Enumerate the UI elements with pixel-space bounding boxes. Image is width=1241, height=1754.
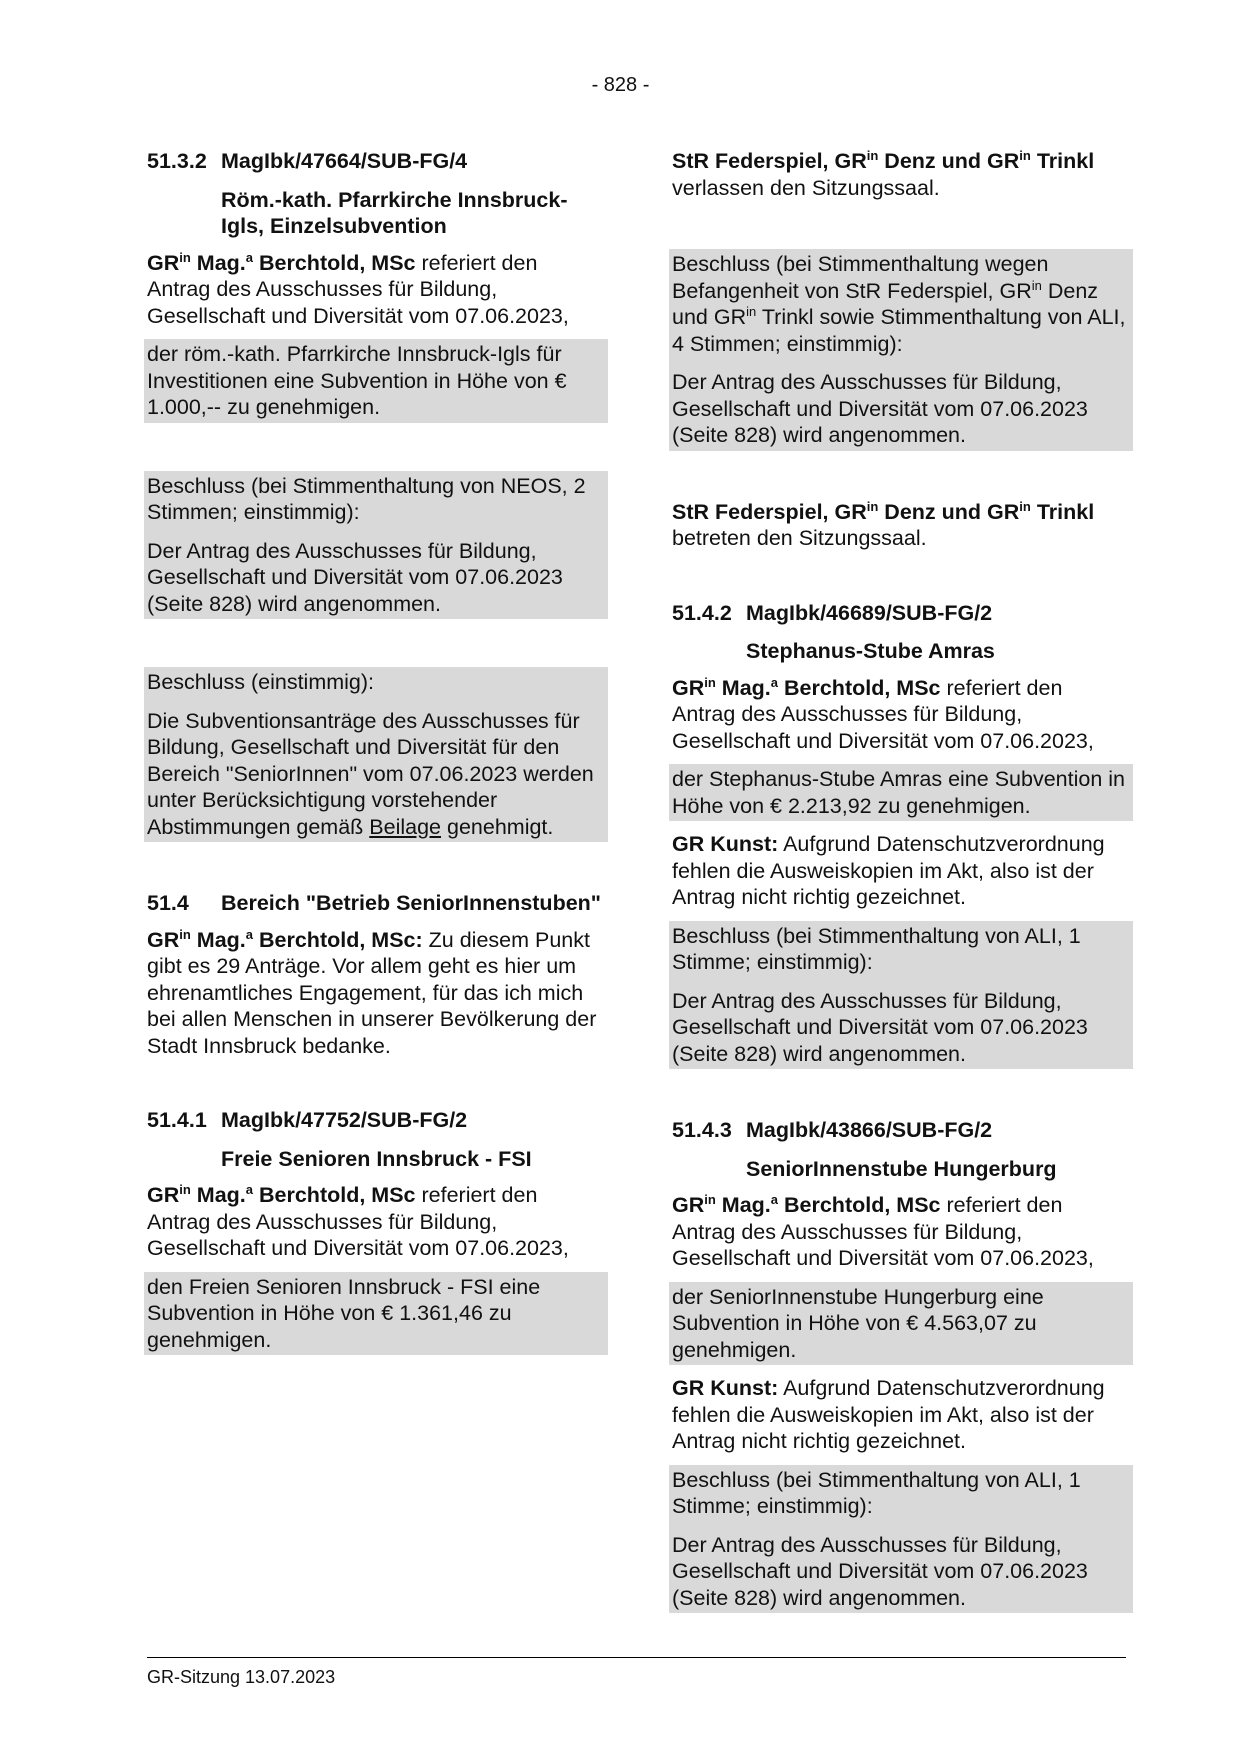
section-heading-51-4: 51.4 Bereich "Betrieb SeniorInnenstuben" [147, 891, 601, 915]
section-subtitle: Stephanus-Stube Amras [746, 639, 995, 663]
footer-divider [147, 1657, 1126, 1658]
left-column [147, 148, 605, 1355]
summary-resolution: Beschluss (einstimmig): [144, 667, 608, 698]
motion-text: der Stephanus-Stube Amras eine Subvention in Höhe von € 2.213,92 zu genehmigen. [669, 764, 1133, 821]
section-heading-51-4-2: 51.4.2 MagIbk/46689/SUB-FG/2 [672, 600, 993, 625]
kunst-comment: GR Kunst: Aufgrund Datenschutzverordnung fehlen die Ausweiskopien im Akt, also ist der Antrag nicht richtig gezeichnet. [672, 832, 1105, 909]
resolution-result: Der Antrag des Ausschusses für Bildung, Gesellschaft und Diversität vom 07.06.2023 (Seite 828) wird angenommen. [669, 1522, 1133, 1614]
right-column [672, 148, 1130, 1613]
page-number: - 828 - [591, 74, 650, 96]
section-subtitle: Röm.-kath. Pfarrkirche Innsbruck-Igls, Einzelsubvention [221, 187, 568, 238]
footer-text: GR-Sitzung 13.07.2023 [147, 1667, 336, 1687]
speaker-paragraph: $GR^{in}$ Mag.$^a$ Berchtold, MSc referiert den Antrag des Ausschusses für Bildung, Gesellschaft und Diversität vom 07.06.2023, [672, 674, 1094, 753]
beilage-link[interactable]: Beilage [369, 814, 442, 839]
resolution-text: Beschluss (bei Stimmenthaltung von NEOS, 2 Stimmen; einstimmig): [144, 471, 608, 528]
section-subtitle: SeniorInnenstube Hungerburg [746, 1156, 1057, 1181]
motion-text: den Freien Senioren Innsbruck - FSI eine Subvention in Höhe von € 1.361,46 zu genehmigen. [144, 1272, 608, 1356]
section-subtitle: Freie Senioren Innsbruck - FSI [221, 1146, 532, 1171]
resolution-text: Beschluss (bei Stimmenthaltung von ALI, 1 Stimme; einstimmig): [669, 1465, 1133, 1522]
section-heading-51-3-2: 51.3.2 MagIbk/47664/SUB-FG/4 [147, 149, 468, 173]
section-heading-51-4-1: 51.4.1 MagIbk/47752/SUB-FG/2 [147, 1108, 468, 1132]
section-heading-51-4-3: 51.4.3 MagIbk/43866/SUB-FG/2 [672, 1118, 993, 1142]
motion-text: der SeniorInnenstube Hungerburg eine Subvention in Höhe von € 4.563,07 zu genehmigen. [669, 1282, 1133, 1366]
resolution-result: Der Antrag des Ausschusses für Bildung, Gesellschaft und Diversität vom 07.06.2023 (Seite 828) wird angenommen. [144, 528, 608, 620]
leave-notice: StR Federspiel, $GR^{in}$ Denz und $GR^{in}$ Trinkl verlassen den Sitzungssaal. [672, 147, 1095, 200]
resolution-result: Der Antrag des Ausschusses für Bildung, Gesellschaft und Diversität vom 07.06.2023 (Seite 828) wird angenommen. [669, 978, 1133, 1070]
speaker-paragraph: $GR^{in}$ Mag.$^a$ Berchtold, MSc referiert den Antrag des Ausschusses für Bildung, Gesellschaft und Diversität vom 07.06.2023, [672, 1191, 1094, 1270]
speaker-paragraph: $GR^{in}$ Mag.$^a$ Berchtold, MSc referiert den Antrag des Ausschusses für Bildung, Gesellschaft und Diversität vom 07.06.2023, [147, 1181, 569, 1260]
resolution-text: Beschluss (bei Stimmenthaltung wegen Befangenheit von StR Federspiel, $GR^{in}$ Denz und $GR^{in}$ Trinkl sowie Stimmenthaltung von ALI, 4 Stimmen; einstimmig): [669, 249, 1133, 359]
speaker-paragraph: $GR^{in}$ Mag.$^a$ Berchtold, MSc: Zu diesem Punkt gibt es 29 Anträge. Vor allem geht es hier um ehrenamtliches Engagement, für das ich mich bei allen Menschen in unserer Bevölkerung der Stadt Innsbruck bedanke. [147, 926, 597, 1058]
enter-notice: StR Federspiel, $GR^{in}$ Denz und $GR^{in}$ Trinkl betreten den Sitzungssaal. [672, 498, 1095, 550]
kunst-comment: GR Kunst: Aufgrund Datenschutzverordnung fehlen die Ausweiskopien im Akt, also ist der Antrag nicht richtig gezeichnet. [672, 1376, 1105, 1453]
motion-text: der röm.-kath. Pfarrkirche Innsbruck-Igls für Investitionen eine Subvention in Höhe von € 1.000,-- zu genehmigen. [144, 339, 608, 423]
speaker-paragraph: $GR^{in}$ Mag.$^a$ Berchtold, MSc referiert den Antrag des Ausschusses für Bildung, Gesellschaft und Diversität vom 07.06.2023, [147, 249, 569, 328]
summary-text: Die Subventionsanträge des Ausschusses für Bildung, Gesellschaft und Diversität für den Bereich "SeniorInnen" vom 07.06.2023 werden unter Berücksichtigung vorstehender Abstimmungen gemäß Beilage genehmigt. [144, 698, 608, 843]
resolution-result: Der Antrag des Ausschusses für Bildung, Gesellschaft und Diversität vom 07.06.2023 (Seite 828) wird angenommen. [669, 359, 1133, 451]
resolution-text: Beschluss (bei Stimmenthaltung von ALI, 1 Stimme; einstimmig): [669, 921, 1133, 978]
